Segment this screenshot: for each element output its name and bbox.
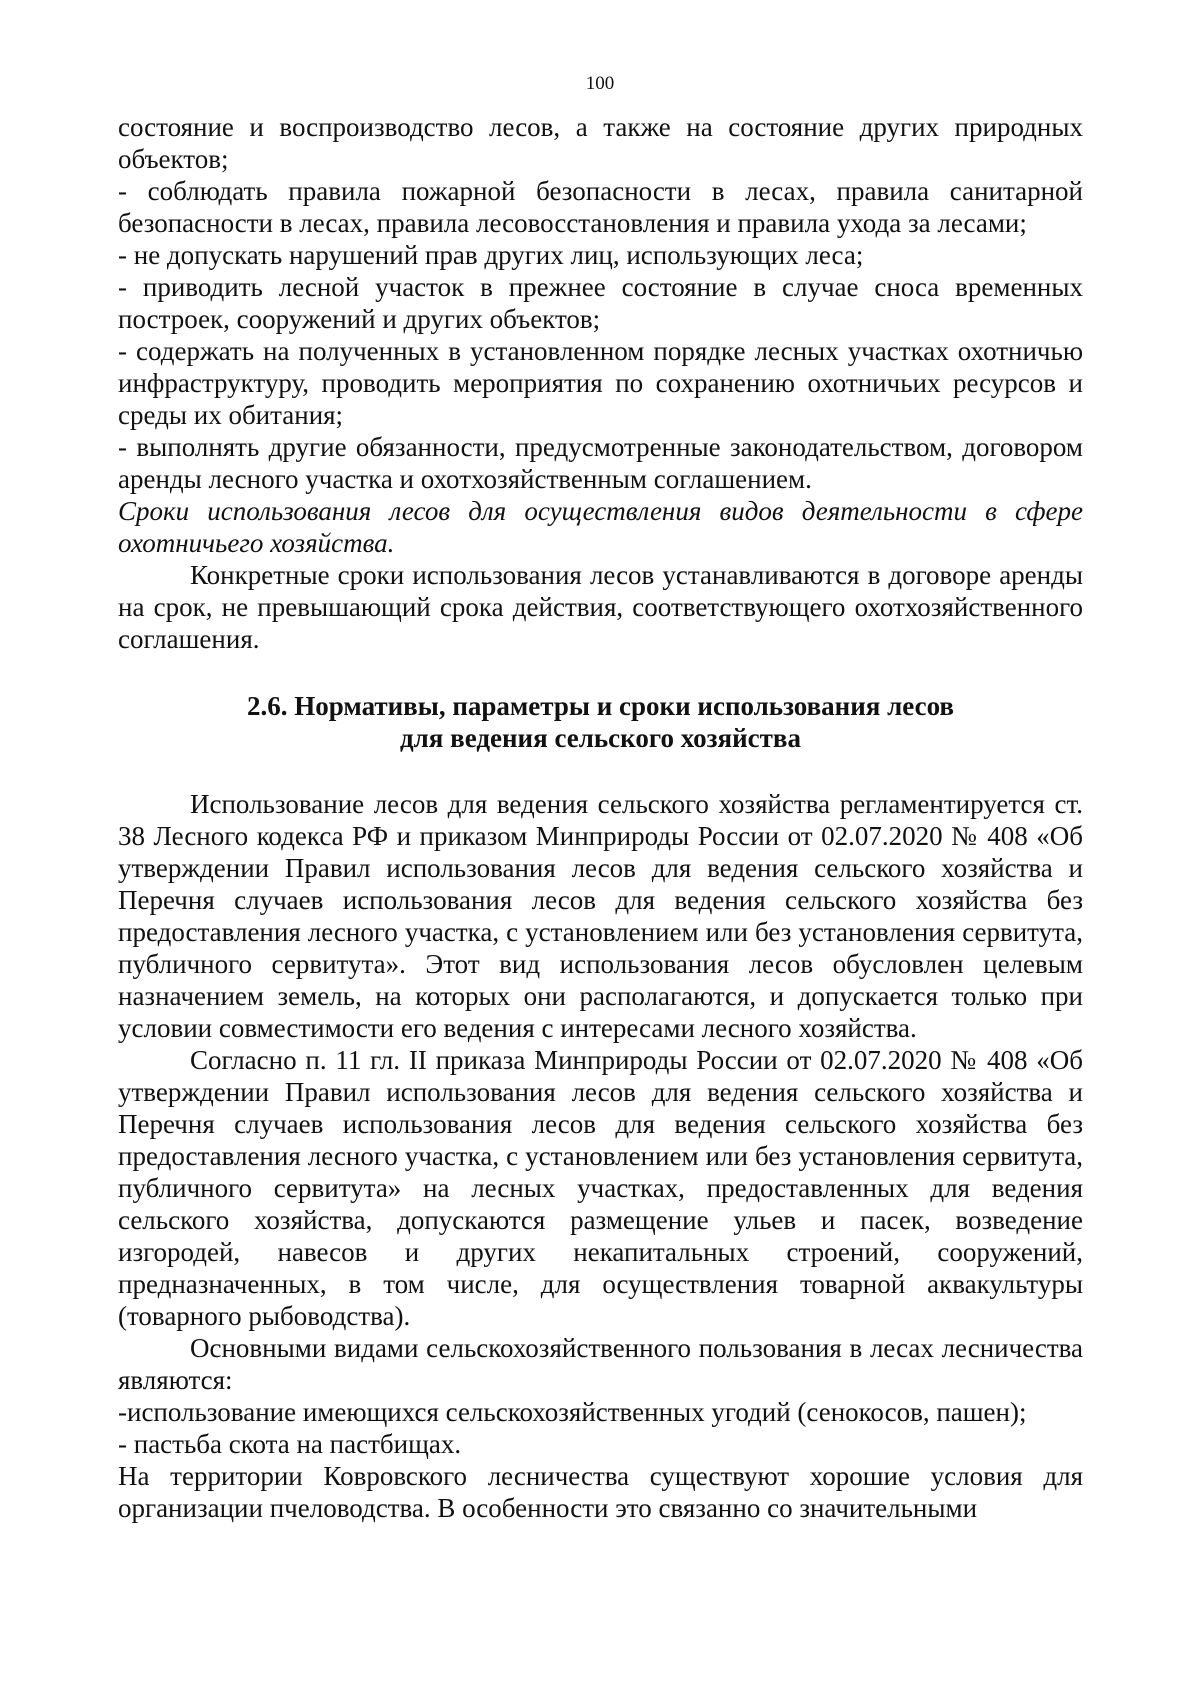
body-paragraph-2: Согласно п. 11 гл. II приказа Минприроды России от 02.07.2020 № 408 «Об утверждении Правил использования лесов для ведения сельского хозяйства и Перечня случаев использования лесов для ведения сельского хозяйства без предоставления лесного участка, с установлением или без установления сервитута, публичного сервитута» на лесных участках, предоставленных для ведения сельского хозяйства, допускаются размещение ульев и пасек, возведение изгородей, навесов и других некапитальных строений, сооружений, предназначенных, в том числе, для осуществления товарной аквакультуры (товарного рыбоводства). — [118, 1045, 1083, 1331]
section-heading-line2: для ведения сельского хозяйства — [399, 723, 802, 753]
paragraph-continuation: состояние и воспроизводство лесов, а также на состояние других природных объектов; — [118, 112, 1083, 174]
section-heading — [118, 690, 1083, 754]
list-item-rights: - не допускать нарушений прав других лиц, использующих леса; — [118, 240, 864, 270]
page-number: 100 — [585, 73, 615, 94]
list-item-restore-plot: - приводить лесной участок в прежнее состояние в случае сноса временных построек, сооружений и других объектов; — [118, 272, 1083, 334]
list-item-farmland: -использование имеющихся сельскохозяйственных угодий (сенокосов, пашен); — [118, 1397, 1027, 1427]
list-item-other-duties: - выполнять другие обязанности, предусмотренные законодательством, договором аренды лесного участка и охотхозяйственным соглашением. — [118, 432, 1083, 494]
list-item-hunting-infrastructure: - содержать на полученных в установленном порядке лесных участках охотничью инфраструктуру, проводить мероприятия по сохранению охотничьих ресурсов и среды их обитания; — [118, 336, 1083, 430]
italic-subheading: Сроки использования лесов для осуществления видов деятельности в сфере охотничьего хозяйства. — [118, 496, 1083, 558]
section-heading-line1: 2.6. Нормативы, параметры и сроки использования лесов — [247, 691, 954, 721]
terms-paragraph: Конкретные сроки использования лесов устанавливаются в договоре аренды на срок, не превышающий срока действия, соответствующего охотхозяйственного соглашения. — [118, 560, 1083, 654]
body-paragraph-1: Использование лесов для ведения сельского хозяйства регламентируется ст. 38 Лесного кодекса РФ и приказом Минприроды России от 02.07.2020 № 408 «Об утверждении Правил использования лесов для ведения сельского хозяйства и Перечня случаев использования лесов для ведения сельского хозяйства без предоставления лесного участка, с установлением или без установления сервитута, публичного сервитута». Этот вид использования лесов обусловлен целевым назначением земель, на которых они располагаются, и допускается только при условии совместимости его ведения с интересами лесного хозяйства. — [118, 789, 1083, 1043]
list-item-grazing: - пастьба скота на пастбищах. — [118, 1429, 462, 1459]
body-paragraph-3: Основными видами сельскохозяйственного пользования в лесах лесничества являются: — [118, 1333, 1083, 1395]
page-content — [118, 111, 1083, 1524]
list-item-fire-safety: - соблюдать правила пожарной безопасности в лесах, правила санитарной безопасности в лесах, правила лесовосстановления и правила ухода за лесами; — [118, 176, 1083, 238]
body-paragraph-beekeeping: На территории Ковровского лесничества существуют хорошие условия для организации пчеловодства. В особенности это связанно со значительными — [118, 1461, 1083, 1523]
